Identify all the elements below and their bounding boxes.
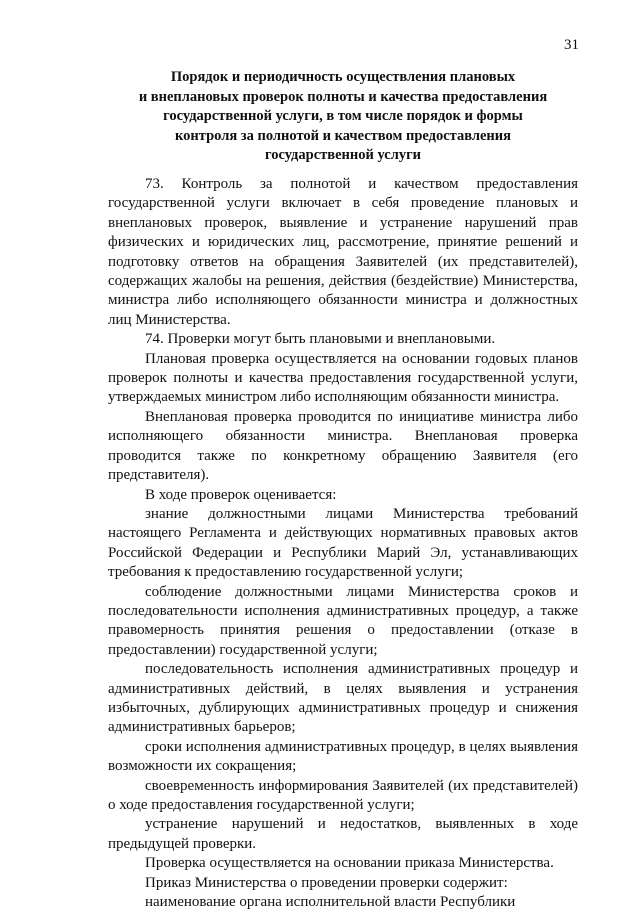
- paragraph-74-checks: 74. Проверки могут быть плановыми и внеплановыми.: [145, 331, 496, 348]
- heading-line: контроля за полнотой и качеством предоставления: [175, 127, 511, 144]
- heading-line: и внеплановых проверок полноты и качества предоставления: [138, 88, 548, 105]
- paragraph-planned-check: Плановая проверка осуществляется на основании годовых планов проверок полноты и качества предоставления государственной услуги, утверждаемых министром либо исполняющим обязанности министра.: [108, 350, 578, 406]
- paragraph-order-basis: Проверка осуществляется на основании приказа Министерства.: [145, 855, 554, 872]
- heading-line: государственной услуги: [264, 147, 422, 163]
- heading-line: государственной услуги, в том числе порядок и формы: [163, 108, 523, 124]
- heading-line: Порядок и периодичность осуществления плановых: [170, 69, 516, 85]
- paragraph-timely-informing: своевременность информирования Заявителей (их представителей) о ходе предоставления государственной услуги;: [108, 777, 578, 813]
- paragraph-evaluated-intro: В ходе проверок оценивается:: [145, 486, 337, 503]
- paragraph-unplanned-check: Внеплановая проверка проводится по инициативе министра либо исполняющего обязанности министра. Внеплановая проверка проводится также по конкретному обращению Заявителя (его представителя).: [108, 408, 578, 484]
- body-text: [108, 175, 578, 912]
- page-number: 31: [564, 37, 579, 53]
- paragraph-knowledge: знание должностными лицами Министерства требований настоящего Регламента и действующих нормативных правовых актов Российской Федерации и Республики Марий Эл, устанавливающих требования к предоставлению государственной услуги;: [108, 505, 578, 581]
- paragraph-deadlines: сроки исполнения административных процедур, в целях выявления возможности их сокращения;: [108, 738, 578, 775]
- section-heading: [108, 68, 578, 166]
- paragraph-sequence: последовательность исполнения административных процедур и административных действий, в целях выявления и устранения избыточных, дублирующих административных процедур и снижения административных барьеров;: [108, 661, 578, 736]
- paragraph-order-contents: Приказ Министерства о проведении проверки содержит:: [145, 874, 508, 891]
- paragraph-73-control: 73. Контроль за полнотой и качеством предоставления государственной услуги включает в себя проведение плановых и внеплановых проверок, выявление и устранение нарушений прав физических и юридических лиц, рассмотрение, принятие решений и подготовку ответов на обращения Заявителей (их представителей), содержащих жалобы на решения, действия (бездействие) Министерства, министра либо исполняющего обязанности министра и должностных лиц Министерства.: [108, 176, 578, 328]
- paragraph-compliance: соблюдение должностными лицами Министерства сроков и последовательности исполнения административных процедур, а также правомерность принятия решения о предоставлении (отказе в предоставлении) государственной услуги;: [108, 583, 578, 658]
- paragraph-authority-name: наименование органа исполнительной власти Республики: [145, 894, 516, 911]
- paragraph-elimination: устранение нарушений и недостатков, выявленных в ходе предыдущей проверки.: [108, 816, 578, 852]
